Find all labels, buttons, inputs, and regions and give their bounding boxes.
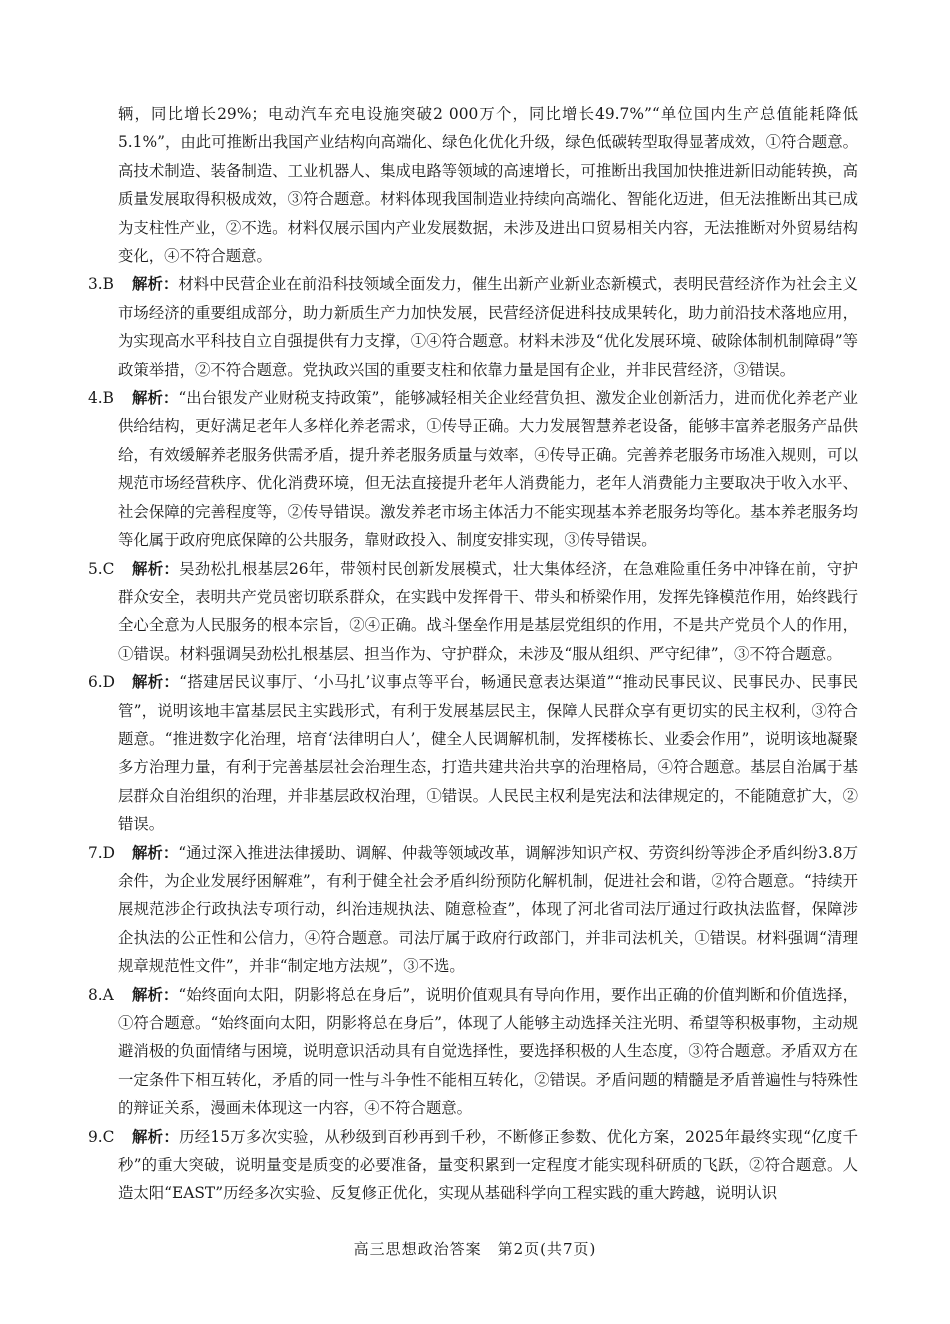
answer-item: [88, 981, 858, 1123]
question-number: 4.B: [88, 389, 114, 408]
answer-item: [88, 668, 858, 838]
question-number: 5.C: [88, 559, 115, 578]
analysis-text: “出台银发产业财税支持政策”，能够减轻相关企业经营负担、激发企业创新活力，进而优化养老产业供给结构，更好满足老年人多样化养老需求，①传导正确。大力发展智慧养老设备，能够丰富养老服务产品供给，有效缓解养老服务供需矛盾，提升养老服务质量与效率，④传导正确。完善养老服务市场准入规则，可以规范市场经营秩序、优化消费环境，但无法直接提升老年人消费能力，老年人消费能力主要取决于收入水平、社会保障的完善程度等，②传导错误。激发养老市场主体活力不能实现基本养老服务均等化。基本养老服务均等化属于政府兜底保障的公共服务，靠财政投入、制度安排实现，③传导错误。: [118, 389, 858, 550]
answer-content: [88, 100, 858, 1208]
analysis-label: 解析：: [132, 673, 180, 692]
page-footer: 高三思想政治答案 第2页(共7页): [353, 1240, 597, 1258]
analysis-text: 历经15万多次实验，从秒级到百秒再到千秒，不断修正参数、优化方案，2025年最终实现“亿度千秒”的重大突破，说明量变是质变的必要准备，量变积累到一定程度才能实现科研质的飞跃，②符合题意。人造太阳“EAST”历经多次实验、反复修正优化，实现从基础科学向工程实践的重大跨越，说明认识: [118, 1127, 858, 1203]
analysis-text: “通过深入推进法律援助、调解、仲裁等领域改革，调解涉知识产权、劳资纠纷等涉企矛盾纠纷3.8万余件，为企业发展纾困解难”，有利于健全社会矛盾纠纷预防化解机制，促进社会和谐，②符合题意。“持续开展规范涉企行政执法专项行动，纠治违规执法、随意检查”，体现了河北省司法厅通过行政执法监督，保障涉企执法的公正性和公信力，④符合题意。司法厅属于政府行政部门，并非司法机关，①错误。材料强调“清理规章规范性文件”，并非“制定地方法规”，③不选。: [118, 843, 858, 976]
analysis-label: 解析：: [132, 985, 179, 1004]
question-number: 9.C: [88, 1127, 115, 1146]
analysis-text: 吴劲松扎根基层26年，带领村民创新发展模式，壮大集体经济，在急难险重任务中冲锋在前，守护群众安全，表明共产党员密切联系群众，在实践中发挥骨干、带头和桥梁作用，发挥先锋模范作用，始终践行全心全意为人民服务的根本宗旨，②④正确。战斗堡垒作用是基层党组织的作用，不是共产党员个人的作用，①错误。材料强调吴劲松扎根基层、担当作为、守护群众，未涉及“服从组织、严守纪律”，③不符合题意。: [118, 559, 858, 663]
question-number: 8.A: [88, 985, 114, 1004]
answer-item: [88, 555, 858, 669]
analysis-text: 材料中民营企业在前沿科技领域全面发力，催生出新产业新业态新模式，表明民营经济作为社会主义市场经济的重要组成部分，助力新质生产力加快发展，民营经济促进科技成果转化，助力前沿技术落地应用，为实现高水平科技自立自强提供有力支撑，①④符合题意。材料未涉及“优化发展环境、破除体制机制障碍”等政策举措，②不符合题意。党执政兴国的重要支柱和依靠力量是国有企业，并非民营经济，③错误。: [118, 275, 858, 379]
answer-item: [88, 839, 858, 981]
analysis-label: 解析：: [132, 275, 179, 294]
analysis-label: 解析：: [132, 559, 180, 578]
analysis-label: 解析：: [132, 1127, 180, 1146]
analysis-text: “搭建居民议事厅、‘小马扎’议事点等平台，畅通民意表达渠道”“推动民事民议、民事民办、民事民管”，说明该地丰富基层民主实践形式，有利于发展基层民主，保障人民群众享有更切实的民主权利，③符合题意。“推进数字化治理，培育‘法律明白人’，健全人民调解机制，发挥楼栋长、业委会作用”，说明该地凝聚多方治理力量，有利于完善基层社会治理生态，打造共建共治共享的治理格局，④符合题意。基层自治属于基层群众自治组织的治理，并非基层政权治理，①错误。人民民主权利是宪法和法律规定的，不能随意扩大，②错误。: [118, 673, 858, 834]
answer-items: [88, 270, 858, 1207]
analysis-text: “始终面向太阳，阴影将总在身后”，说明价值观具有导向作用，要作出正确的价值判断和价值选择，①符合题意。“始终面向太阳，阴影将总在身后”，体现了人能够主动选择关注光明、希望等积极事物，主动规避消极的负面情绪与困境，说明意识活动具有自觉选择性，要选择积极的人生态度，③符合题意。矛盾双方在一定条件下相互转化，矛盾的同一性与斗争性不能相互转化，②错误。矛盾问题的精髓是矛盾普遍性与特殊性的辩证关系，漫画未体现这一内容，④不符合题意。: [118, 985, 858, 1118]
answer-item: [88, 384, 858, 554]
analysis-label: 解析：: [132, 389, 179, 408]
question-number: 7.D: [88, 843, 116, 862]
question-number: 6.D: [88, 673, 116, 692]
question-number: 3.B: [88, 275, 114, 294]
analysis-label: 解析：: [132, 843, 179, 862]
answer-item: [88, 270, 858, 384]
continued-paragraph: 辆，同比增长29%；电动汽车充电设施突破2 000万个，同比增长49.7%”“单位国内生产总值能耗降低5.1%”，由此可推断出我国产业结构向高端化、绿色化优化升级，绿色低碳转型取得显著成效，①符合题意。高技术制造、装备制造、工业机器人、集成电路等领域的高速增长，可推断出我国加快推进新旧动能转换，高质量发展取得积极成效，③符合题意。材料体现我国制造业持续向高端化、智能化迈进，但无法推断出其已成为支柱性产业，②不选。材料仅展示国内产业发展数据，未涉及进出口贸易相关内容，无法推断对外贸易结构变化，④不符合题意。: [118, 105, 858, 266]
answer-item: [88, 1123, 858, 1208]
